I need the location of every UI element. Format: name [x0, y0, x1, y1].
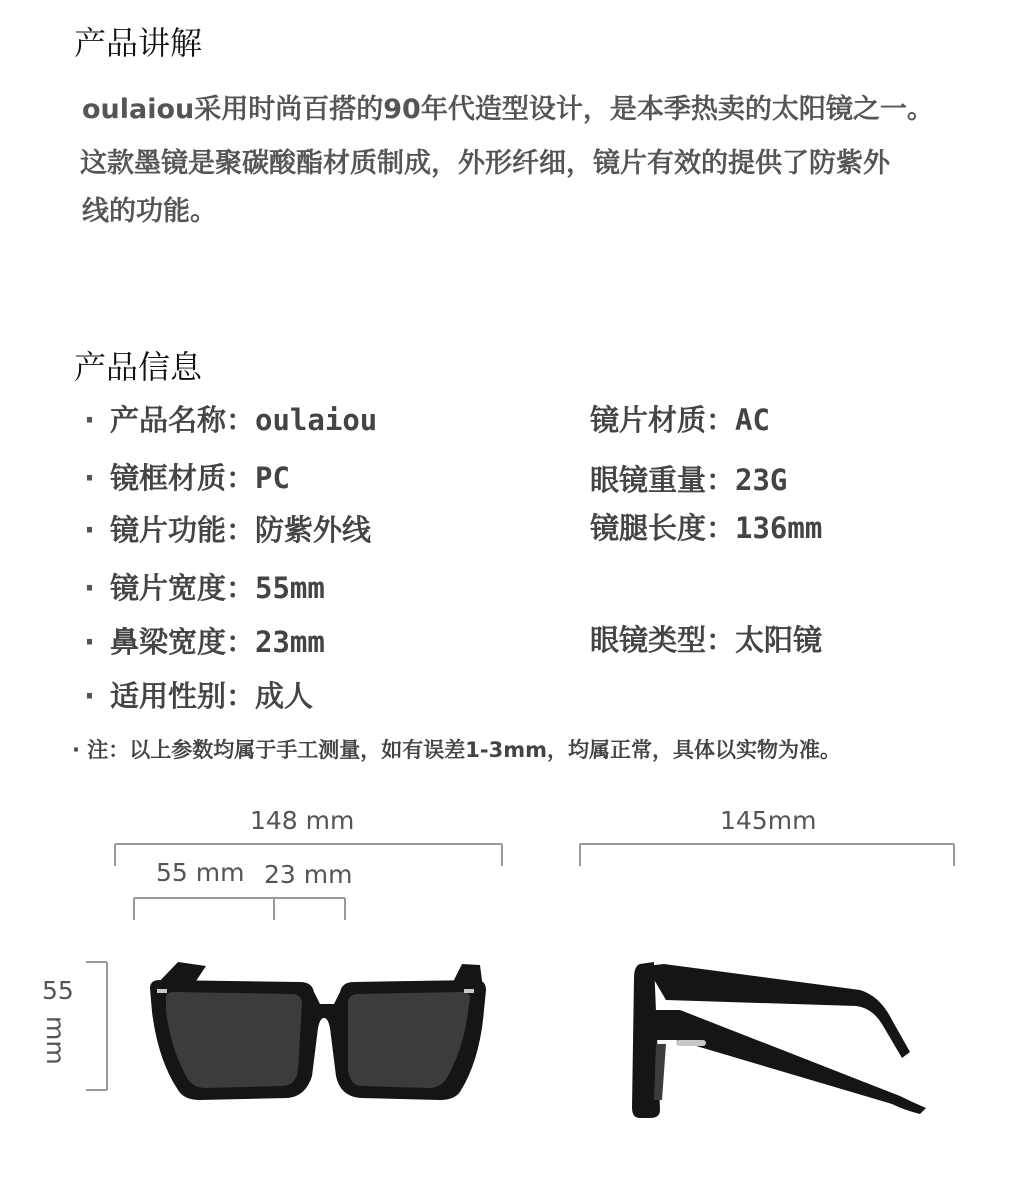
intro-line-3: 线的功能。 [82, 196, 217, 227]
spec-value: 防紫外线 [255, 513, 372, 547]
spec-value: 55mm [255, 571, 325, 605]
bullet: · [84, 625, 96, 659]
spec-value: 23mm [255, 625, 325, 659]
spec-value: 23G [735, 463, 788, 497]
spec-value: 136mm [735, 511, 823, 545]
dim-lens-width: 55 mm [156, 858, 245, 887]
spec-label: 镜框材质： [110, 461, 256, 495]
bullet: · [84, 679, 96, 713]
bullet: · [84, 403, 96, 437]
spec-label: 镜片宽度： [110, 571, 256, 605]
spec-value: oulaiou [255, 403, 378, 437]
front-view-sunglasses [150, 962, 486, 1100]
dim-lens-height-unit: mm [41, 1016, 70, 1065]
spec-label: 镜片功能： [110, 513, 256, 547]
bullet: · [84, 513, 96, 547]
spec-label: 镜片材质： [590, 403, 736, 437]
spec-value: AC [735, 403, 770, 437]
dim-side-total: 145mm [720, 806, 817, 835]
spec-label: 适用性别： [110, 679, 256, 713]
dim-lens-height: 55 [42, 976, 74, 1005]
spec-value: 太阳镜 [735, 623, 823, 657]
spec-label: 眼镜类型： [590, 623, 736, 657]
spec-value: PC [255, 461, 290, 495]
spec-value: 成人 [255, 679, 314, 713]
intro-title: 产品讲解 [74, 24, 203, 62]
side-view-sunglasses [632, 962, 926, 1118]
intro-line-1: oulaiou采用时尚百搭的90年代造型设计，是本季热卖的太阳镜之一。 [82, 94, 934, 125]
spec-label: 眼镜重量： [590, 463, 736, 497]
bullet: · [84, 571, 96, 605]
dim-front-total: 148 mm [250, 806, 355, 835]
measurement-note: · 注：以上参数均属于手工测量，如有误差1-3mm，均属正常，具体以实物为准。 [72, 738, 841, 762]
spec-label: 产品名称： [110, 403, 256, 437]
bullet: · [84, 461, 96, 495]
intro-line-2: 这款墨镜是聚碳酸酯材质制成，外形纤细，镜片有效的提供了防紫外 [80, 148, 890, 179]
spec-label: 鼻梁宽度： [110, 625, 256, 659]
spec-label: 镜腿长度： [590, 511, 736, 545]
dim-bridge-width: 23 mm [264, 860, 353, 889]
info-title: 产品信息 [74, 348, 203, 386]
